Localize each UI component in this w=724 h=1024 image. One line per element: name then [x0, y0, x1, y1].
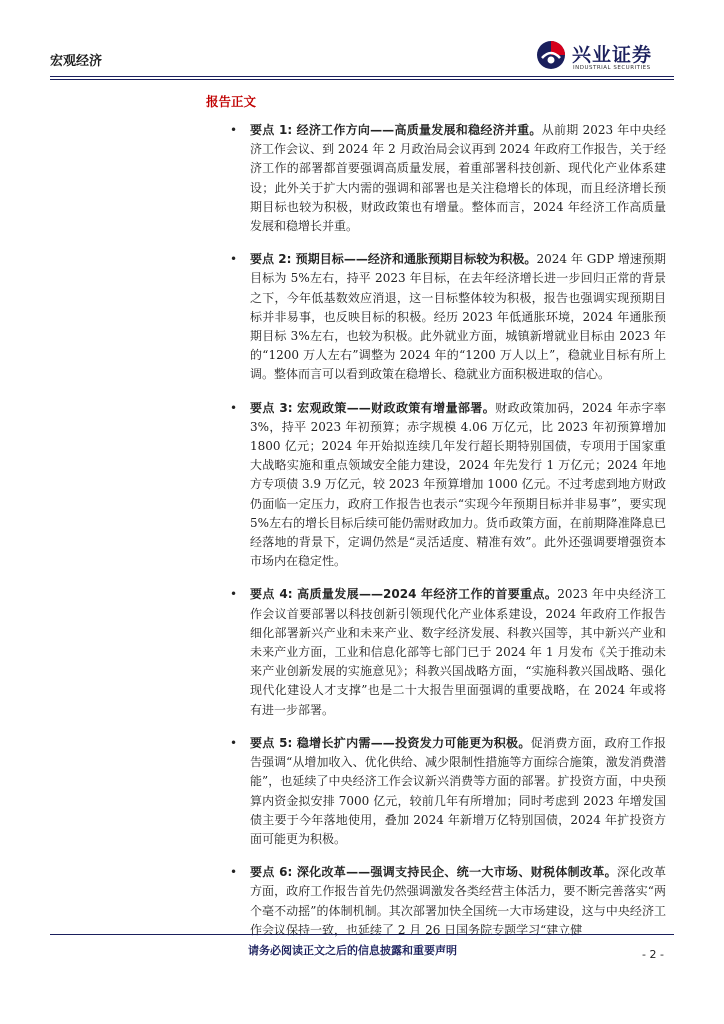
company-logo [536, 38, 676, 74]
bullet-dot-icon: • [230, 123, 238, 137]
header-divider-thin [50, 79, 674, 80]
page-number: - 2 - [642, 948, 664, 961]
key-point-body: 从前期 2023 年中央经济工作会议、到 2024 年 2 月政治局会议再到 2024 年政府工作报告，关于经济工作的部署都首要强调高质量发展，着重部署科技创新、现代化产业体系建设；此外关于扩大内需的强调和部署也是关注稳增长的体现，而且经济增长预期目标也较为积极，财政政策也有增量。整体而言，2024 年经济工作高质量发展和稳增长并重。 [250, 123, 667, 234]
bullet-dot-icon: • [230, 587, 238, 602]
industrial-securities-logo-icon [536, 40, 566, 70]
key-point-heading: 要点 2: 预期目标——经济和通胀预期目标较为积极。 [250, 252, 537, 267]
key-point-body: 促消费方面，政府工作报告强调“从增加收入、优化供给、减少限制性措施等方面综合施策，激发消费潜能”，也延续了中央经济工作会议新兴消费等方面的部署。扩投资方面，中央预算内资金拟安排 7000 亿元，较前几年有所增加；同时考虑到 2023 年增发国债主要于今年落地使用，叠加 2024 年新增万亿特别国债，2024 年扩投资方面可能更为积极。 [250, 735, 666, 846]
logo-chinese-name: 兴业证券 [572, 44, 653, 66]
bullet-dot-icon: • [230, 865, 238, 880]
key-point-heading: 要点 1: 经济工作方向——高质量发展和稳经济并重。 [250, 123, 542, 137]
key-point-heading: 要点 4: 高质量发展——2024 年经济工作的首要重点。 [250, 587, 558, 602]
key-point-body: 财政政策加码，2024 年赤字率 3%，持平 2023 年初预算；赤字规模 4.06 万亿元，比 2023 年初预算增加 1800 亿元；2024 年开始拟连续几年发行超长期特别国债，专项用于国家重大战略实施和重点领域安全能力建设，2024 年先发行 1 万亿元；2024 年地方专项债 3.9 万亿元，较 2023 年预算增加 1000 亿元。不过考虑到地方财政仍面临一定压力，政府工作报告也表示“实现今年预期目标并非易事”，要实现 5%左右的增长目标后续可能仍需财政加力。货币政策方面，在前期降准降息已经落地的背景下，定调仍然是“灵活适度、精准有效”。此外还强调要增强资本市场内在稳定性。 [250, 400, 666, 569]
key-point-body: 2023 年中央经济工作会议首要部署以科技创新引领现代化产业体系建设，2024 年政府工作报告细化部署新兴产业和未来产业、数字经济发展、科教兴国等，其中新兴产业和未来产业方面，工业和信息化部等七部门已于 2024 年 1 月发布《关于推动未来产业创新发展的实施意见》；科教兴国战略方面，“实施科教兴国战略、强化现代化建设人才支撑”也是二十大报告里面强调的重要战略，在 2024 年或将有进一步部署。 [250, 587, 666, 717]
key-point-2 [230, 250, 667, 384]
key-point-5 [230, 734, 666, 849]
footer-divider [50, 934, 674, 935]
key-point-3 [230, 399, 666, 572]
key-point-4 [230, 585, 666, 719]
footer-disclaimer: 请务必阅读正文之后的信息披露和重要声明 [248, 944, 457, 957]
header-section-label: 宏观经济 [50, 54, 103, 69]
key-point-heading: 要点 3: 宏观政策——财政政策有增量部署。 [250, 400, 496, 415]
key-point-body: 2024 年 GDP 增速预期目标为 5%左右，持平 2023 年目标，在去年经济增长进一步回归正常的背景之下，今年低基数效应消退，这一目标整体较为积极，报告也强调实现预期目标并非易事，也反映目标的积极。经历 2023 年低通胀环境，2024 年通胀预期目标 3%左右，也较为积极。此外就业方面，城镇新增就业目标由 2023 年的“1200 万人左右”调整为 2024 年的“1200 万人以上”，稳就业目标有所上调。整体而言可以看到政策在稳增长、稳就业方面积极进取的信心。 [250, 252, 667, 382]
bullet-dot-icon: • [230, 735, 238, 750]
key-points-list [230, 121, 667, 954]
logo-english-name: INDUSTRIAL SECURITIES [573, 65, 651, 71]
key-point-1 [230, 121, 667, 236]
bullet-dot-icon: • [230, 400, 238, 415]
key-point-heading: 要点 6: 深化改革——强调支持民企、统一大市场、财税体制改革。 [250, 865, 617, 880]
key-point-6 [230, 863, 666, 940]
section-title: 报告正文 [206, 94, 257, 109]
key-point-body: 深化改革方面，政府工作报告首先仍然强调激发各类经营主体活力，要不断完善落实“两个毫不动摇”的体制机制。其次部署加快全国统一大市场建设，这与中央经济工作会议保持一致，也延续了 2 月 26 日国务院专题学习“建立健 [250, 865, 666, 937]
bullet-dot-icon: • [230, 252, 238, 267]
header-divider [50, 76, 674, 77]
key-point-heading: 要点 5: 稳增长扩内需——投资发力可能更为积极。 [250, 735, 531, 750]
